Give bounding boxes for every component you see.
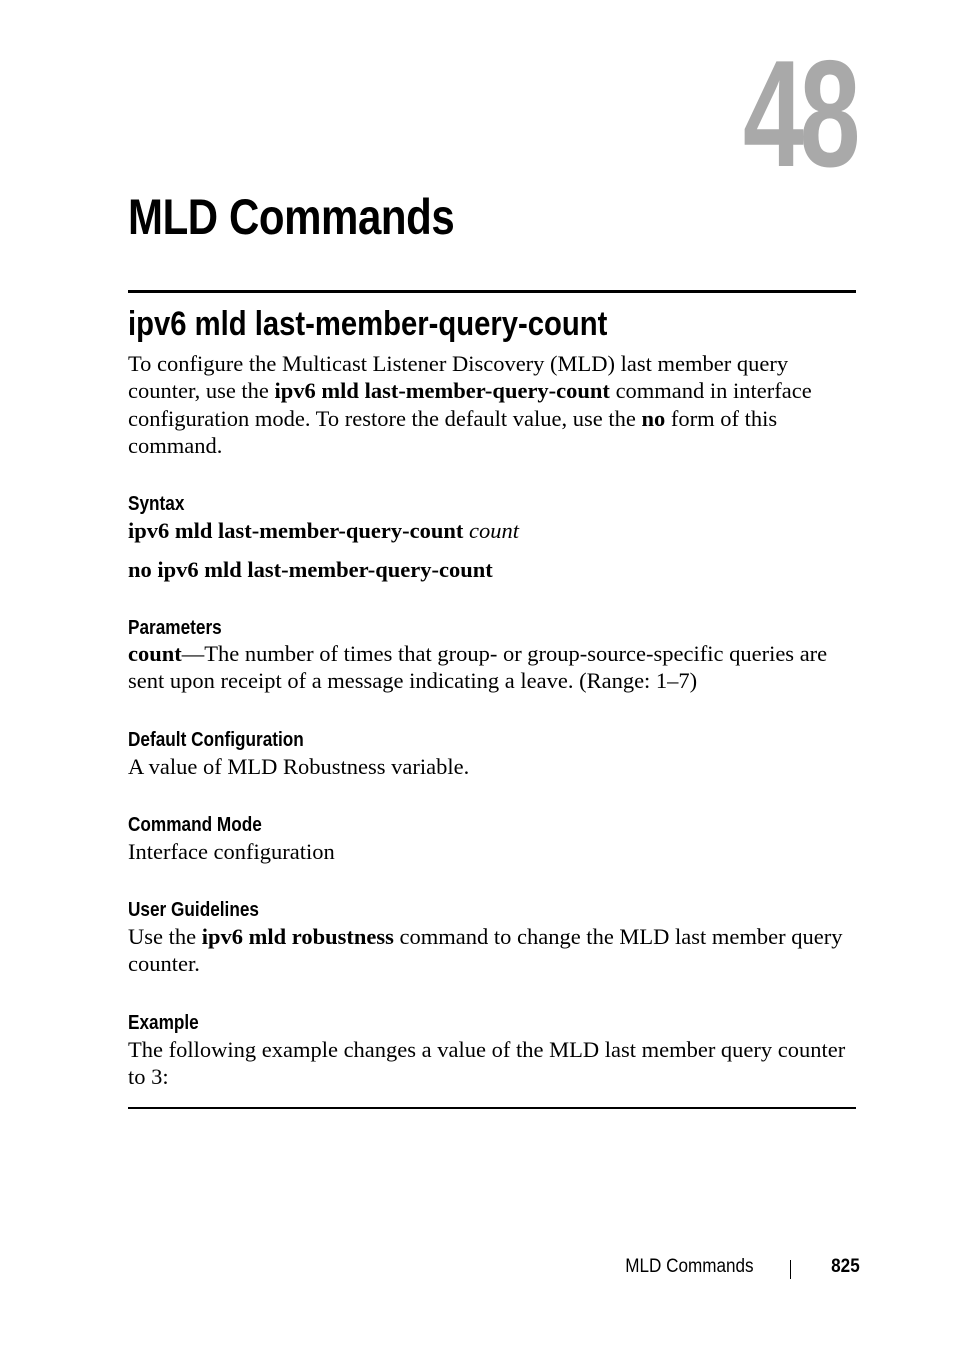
footer-separator [790,1260,791,1279]
guidelines-text-1: Use the [128,924,202,949]
intro-text-2: command in interface configuration mode. To restore the default value, use the [128,378,812,431]
section-title: ipv6 mld last-member-query-count [128,305,608,343]
intro-no-keyword: no [641,405,666,431]
section-intro [128,350,856,459]
page-footer [0,1256,954,1282]
syntax-heading: Syntax [128,493,185,515]
section-bottom-rule [128,1107,856,1109]
syntax-command: ipv6 mld last-member-query-count [128,518,464,543]
parameter-name: count [128,641,182,666]
chapter-number: 48 [742,29,856,199]
syntax-line-2: no ipv6 mld last-member-query-count [128,557,493,582]
section-top-rule [128,290,856,293]
guidelines-command: ipv6 mld robustness [201,924,394,949]
intro-text-3: form of this command. [128,405,778,458]
intro-command: ipv6 mld last-member-query-count [274,378,610,404]
default-configuration-heading: Default Configuration [128,729,304,751]
footer-chapter-title: MLD Commands [625,1256,754,1277]
parameters-heading: Parameters [128,617,222,639]
example-text: The following example changes a value of the MLD last member query counter to 3: [128,1037,846,1090]
syntax-line-1 [128,517,519,544]
parameter-description: —The number of times that group- or group-source-specific queries are sent upon receipt of a message indicating a leave. (Range: 1–7) [128,641,828,694]
default-configuration-text: A value of MLD Robustness variable. [128,754,470,779]
chapter-title: MLD Commands [128,189,455,245]
user-guidelines-heading: User Guidelines [128,899,259,921]
page-number: 825 [831,1256,860,1277]
command-mode-heading: Command Mode [128,814,262,836]
guidelines-text-2: command to change the MLD last member query counter. [128,924,843,977]
user-guidelines-text [128,923,856,978]
parameters-text [128,640,856,695]
example-heading: Example [128,1012,199,1034]
command-mode-text: Interface configuration [128,839,335,864]
intro-text-1: To configure the Multicast Listener Discovery (MLD) last member query counter, use the [128,351,789,404]
syntax-argument: count [469,518,520,543]
